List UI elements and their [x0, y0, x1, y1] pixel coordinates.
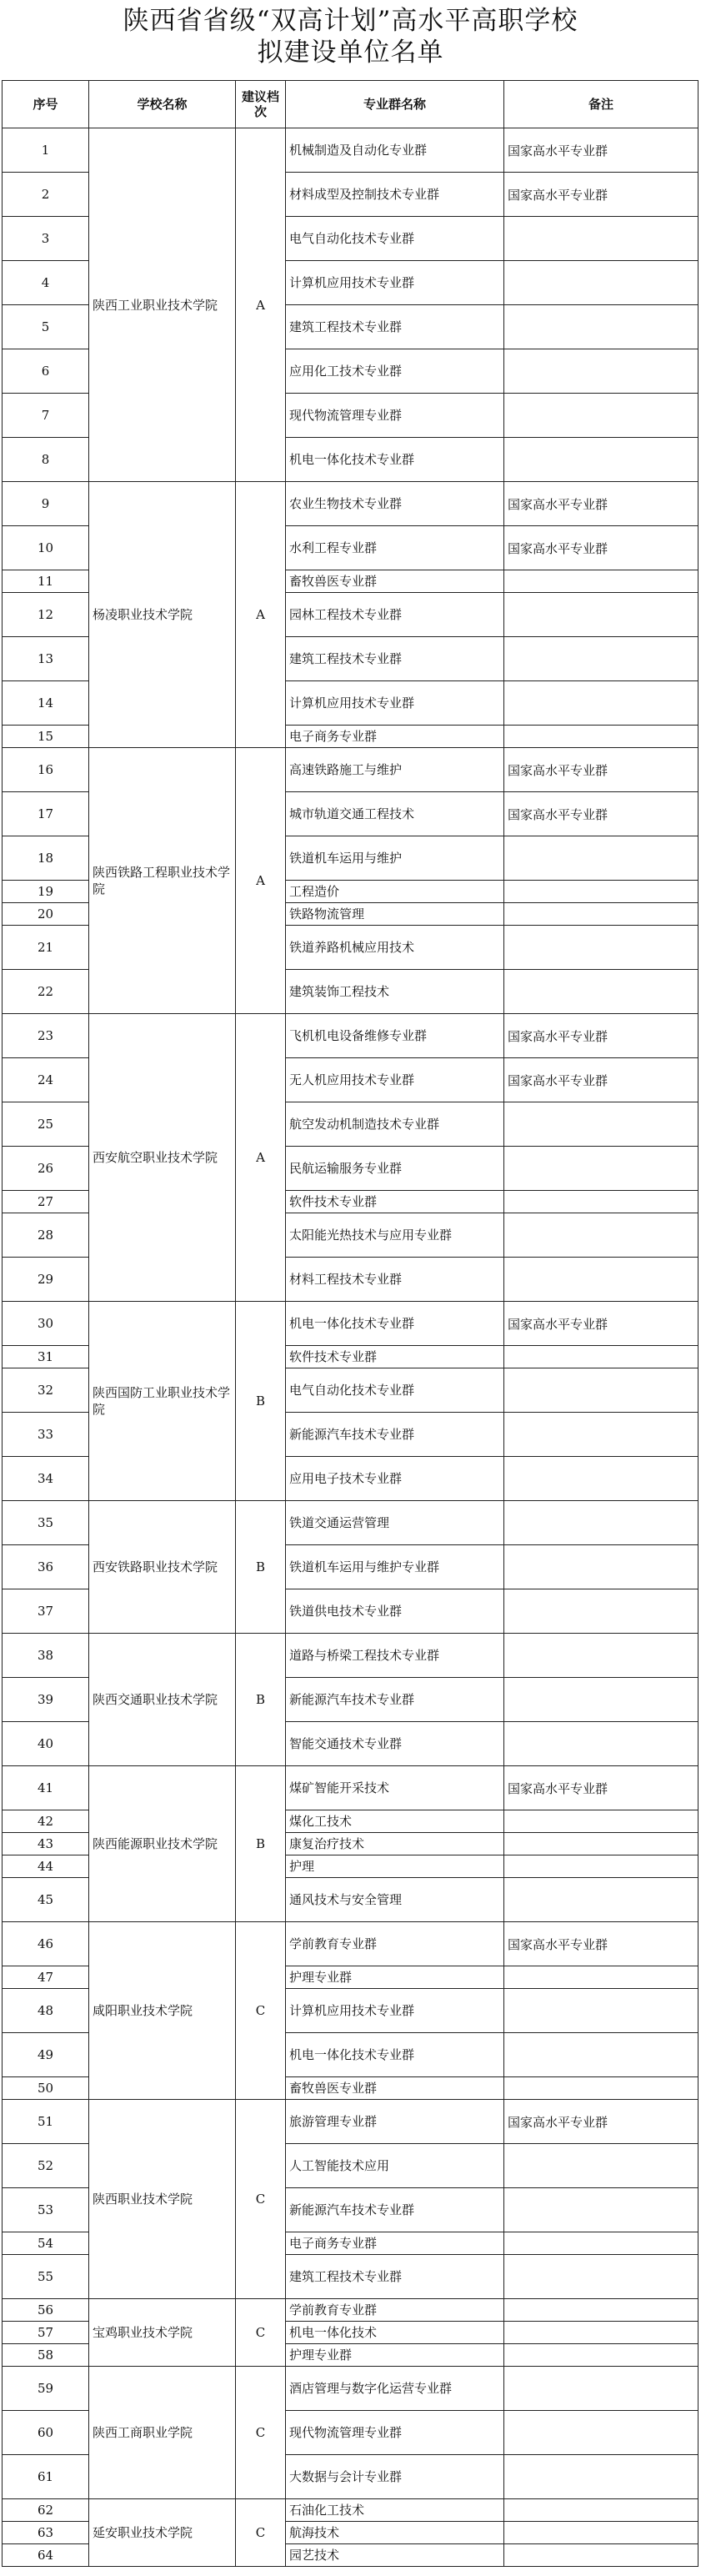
major-group-name: 石油化工技术 — [286, 2499, 504, 2522]
row-number: 58 — [3, 2344, 89, 2367]
remark-cell — [504, 1102, 698, 1147]
remark-cell: 国家高水平专业群 — [504, 128, 698, 173]
remark-cell — [504, 1589, 698, 1634]
row-number: 20 — [3, 903, 89, 926]
school-level: A — [236, 128, 286, 482]
row-number: 25 — [3, 1102, 89, 1147]
major-group-name: 煤矿智能开采技术 — [286, 1766, 504, 1810]
header-school: 学校名称 — [89, 81, 236, 128]
row-number: 4 — [3, 261, 89, 305]
row-number: 2 — [3, 173, 89, 217]
remark-cell — [504, 2499, 698, 2522]
major-group-name: 建筑工程技术专业群 — [286, 305, 504, 349]
major-group-name: 飞机机电设备维修专业群 — [286, 1014, 504, 1058]
major-group-name: 应用电子技术专业群 — [286, 1457, 504, 1501]
remark-cell — [504, 2411, 698, 2455]
major-group-name: 水利工程专业群 — [286, 526, 504, 570]
major-group-name: 材料工程技术专业群 — [286, 1258, 504, 1302]
school-level: C — [236, 1922, 286, 2100]
remark-cell — [504, 1545, 698, 1589]
major-group-name: 机电一体化技术专业群 — [286, 1302, 504, 1346]
row-number: 49 — [3, 2033, 89, 2077]
remark-cell: 国家高水平专业群 — [504, 1014, 698, 1058]
remark-cell — [504, 305, 698, 349]
major-group-name: 新能源汽车技术专业群 — [286, 2188, 504, 2232]
school-level: B — [236, 1302, 286, 1501]
major-group-name: 护理 — [286, 1855, 504, 1878]
row-number: 56 — [3, 2299, 89, 2322]
table-row — [3, 2499, 698, 2522]
school-name: 陕西工商职业学院 — [89, 2367, 236, 2499]
remark-cell — [504, 2033, 698, 2077]
school-name: 陕西交通职业技术学院 — [89, 1634, 236, 1766]
remark-cell — [504, 970, 698, 1014]
major-group-name: 电子商务专业群 — [286, 726, 504, 748]
school-name: 西安航空职业技术学院 — [89, 1014, 236, 1302]
major-group-name: 工程造价 — [286, 881, 504, 903]
row-number: 42 — [3, 1810, 89, 1833]
major-group-name: 护理专业群 — [286, 1966, 504, 1989]
major-group-name: 电气自动化技术专业群 — [286, 217, 504, 261]
row-number: 34 — [3, 1457, 89, 1501]
remark-cell: 国家高水平专业群 — [504, 482, 698, 526]
title-line-2: 拟建设单位名单 — [257, 38, 444, 68]
school-name: 陕西工业职业技术学院 — [89, 128, 236, 482]
row-number: 59 — [3, 2367, 89, 2411]
major-group-name: 大数据与会计专业群 — [286, 2455, 504, 2499]
remark-cell — [504, 2344, 698, 2367]
remark-cell — [504, 637, 698, 681]
remark-cell — [504, 349, 698, 394]
row-number: 57 — [3, 2322, 89, 2344]
table-row — [3, 1766, 698, 1810]
major-group-name: 园林工程技术专业群 — [286, 593, 504, 637]
school-name: 西安铁路职业技术学院 — [89, 1501, 236, 1634]
remark-cell — [504, 593, 698, 637]
remark-cell — [504, 1346, 698, 1368]
remark-cell — [504, 881, 698, 903]
remark-cell — [504, 1413, 698, 1457]
major-group-name: 铁道机车运用与维护 — [286, 836, 504, 881]
row-number: 3 — [3, 217, 89, 261]
remark-cell — [504, 1457, 698, 1501]
major-group-name: 道路与桥梁工程技术专业群 — [286, 1634, 504, 1678]
remark-cell — [504, 2367, 698, 2411]
table-row — [3, 1302, 698, 1346]
major-group-name: 机电一体化技术 — [286, 2322, 504, 2344]
major-group-name: 学前教育专业群 — [286, 1922, 504, 1966]
major-group-name: 学前教育专业群 — [286, 2299, 504, 2322]
row-number: 54 — [3, 2232, 89, 2255]
school-level: B — [236, 1766, 286, 1922]
row-number: 23 — [3, 1014, 89, 1058]
remark-cell — [504, 2322, 698, 2344]
row-number: 55 — [3, 2255, 89, 2299]
remark-cell — [504, 2255, 698, 2299]
table-body — [3, 128, 698, 2567]
row-number: 15 — [3, 726, 89, 748]
remark-cell: 国家高水平专业群 — [504, 792, 698, 836]
header-group: 专业群名称 — [286, 81, 504, 128]
major-group-name: 民航运输服务专业群 — [286, 1147, 504, 1191]
major-group-name: 通风技术与安全管理 — [286, 1878, 504, 1922]
row-number: 21 — [3, 926, 89, 970]
remark-cell — [504, 1989, 698, 2033]
row-number: 41 — [3, 1766, 89, 1810]
major-group-name: 软件技术专业群 — [286, 1191, 504, 1213]
major-group-name: 太阳能光热技术与应用专业群 — [286, 1213, 504, 1258]
remark-cell — [504, 1833, 698, 1855]
remark-cell — [504, 1501, 698, 1545]
document-title — [0, 5, 701, 68]
remark-cell — [504, 1634, 698, 1678]
remark-cell — [504, 217, 698, 261]
remark-cell — [504, 438, 698, 482]
row-number: 1 — [3, 128, 89, 173]
row-number: 24 — [3, 1058, 89, 1102]
major-group-name: 康复治疗技术 — [286, 1833, 504, 1855]
title-line-1: 陕西省省级“双高计划”高水平高职学校 — [123, 6, 578, 36]
row-number: 6 — [3, 349, 89, 394]
header-remark: 备注 — [504, 81, 698, 128]
remark-cell — [504, 1810, 698, 1833]
major-group-name: 软件技术专业群 — [286, 1346, 504, 1368]
major-group-name: 畜牧兽医专业群 — [286, 2077, 504, 2100]
major-group-name: 现代物流管理专业群 — [286, 394, 504, 438]
remark-cell: 国家高水平专业群 — [504, 526, 698, 570]
major-group-name: 农业生物技术专业群 — [286, 482, 504, 526]
major-group-name: 机电一体化技术专业群 — [286, 438, 504, 482]
row-number: 28 — [3, 1213, 89, 1258]
header-seq: 序号 — [3, 81, 89, 128]
remark-cell: 国家高水平专业群 — [504, 1922, 698, 1966]
row-number: 47 — [3, 1966, 89, 1989]
row-number: 36 — [3, 1545, 89, 1589]
row-number: 45 — [3, 1878, 89, 1922]
major-group-name: 畜牧兽医专业群 — [286, 570, 504, 593]
remark-cell — [504, 1966, 698, 1989]
row-number: 38 — [3, 1634, 89, 1678]
major-group-name: 建筑工程技术专业群 — [286, 637, 504, 681]
school-name: 陕西能源职业技术学院 — [89, 1766, 236, 1922]
row-number: 29 — [3, 1258, 89, 1302]
table-header-row — [3, 81, 698, 128]
remark-cell — [504, 1722, 698, 1766]
remark-cell — [504, 261, 698, 305]
major-group-name: 应用化工技术专业群 — [286, 349, 504, 394]
remark-cell: 国家高水平专业群 — [504, 1058, 698, 1102]
school-name: 宝鸡职业技术学院 — [89, 2299, 236, 2367]
row-number: 31 — [3, 1346, 89, 1368]
school-level: A — [236, 482, 286, 748]
major-group-name: 计算机应用技术专业群 — [286, 1989, 504, 2033]
remark-cell: 国家高水平专业群 — [504, 1302, 698, 1346]
school-name: 杨凌职业技术学院 — [89, 482, 236, 748]
table-row — [3, 1922, 698, 1966]
major-group-name: 城市轨道交通工程技术 — [286, 792, 504, 836]
remark-cell — [504, 2188, 698, 2232]
major-group-name: 铁道交通运营管理 — [286, 1501, 504, 1545]
row-number: 7 — [3, 394, 89, 438]
row-number: 61 — [3, 2455, 89, 2499]
remark-cell — [504, 903, 698, 926]
major-group-name: 人工智能技术应用 — [286, 2144, 504, 2188]
major-group-name: 铁路物流管理 — [286, 903, 504, 926]
remark-cell — [504, 2144, 698, 2188]
remark-cell — [504, 1191, 698, 1213]
school-level: B — [236, 1501, 286, 1634]
major-group-name: 新能源汽车技术专业群 — [286, 1413, 504, 1457]
major-group-name: 航空发动机制造技术专业群 — [286, 1102, 504, 1147]
table-row — [3, 2100, 698, 2144]
school-level: A — [236, 1014, 286, 1302]
major-group-name: 园艺技术 — [286, 2544, 504, 2567]
major-group-name: 建筑工程技术专业群 — [286, 2255, 504, 2299]
remark-cell — [504, 2299, 698, 2322]
row-number: 8 — [3, 438, 89, 482]
row-number: 17 — [3, 792, 89, 836]
row-number: 39 — [3, 1678, 89, 1722]
row-number: 35 — [3, 1501, 89, 1545]
row-number: 46 — [3, 1922, 89, 1966]
row-number: 40 — [3, 1722, 89, 1766]
row-number: 26 — [3, 1147, 89, 1191]
row-number: 60 — [3, 2411, 89, 2455]
row-number: 53 — [3, 2188, 89, 2232]
major-group-name: 铁道机车运用与维护专业群 — [286, 1545, 504, 1589]
row-number: 19 — [3, 881, 89, 903]
school-level: C — [236, 2367, 286, 2499]
row-number: 30 — [3, 1302, 89, 1346]
major-group-name: 电气自动化技术专业群 — [286, 1368, 504, 1413]
remark-cell — [504, 2455, 698, 2499]
remark-cell — [504, 1147, 698, 1191]
remark-cell — [504, 1678, 698, 1722]
row-number: 62 — [3, 2499, 89, 2522]
school-roster-table — [2, 80, 698, 2567]
table-row — [3, 1014, 698, 1058]
major-group-name: 材料成型及控制技术专业群 — [286, 173, 504, 217]
row-number: 14 — [3, 681, 89, 726]
major-group-name: 机械制造及自动化专业群 — [286, 128, 504, 173]
major-group-name: 航海技术 — [286, 2522, 504, 2544]
table-row — [3, 482, 698, 526]
remark-cell — [504, 2544, 698, 2567]
row-number: 44 — [3, 1855, 89, 1878]
school-name: 延安职业技术学院 — [89, 2499, 236, 2567]
remark-cell — [504, 836, 698, 881]
row-number: 16 — [3, 748, 89, 792]
remark-cell — [504, 394, 698, 438]
remark-cell: 国家高水平专业群 — [504, 2100, 698, 2144]
row-number: 51 — [3, 2100, 89, 2144]
remark-cell — [504, 1213, 698, 1258]
major-group-name: 煤化工技术 — [286, 1810, 504, 1833]
school-level: A — [236, 748, 286, 1014]
remark-cell — [504, 1878, 698, 1922]
school-name: 陕西国防工业职业技术学院 — [89, 1302, 236, 1501]
remark-cell — [504, 570, 698, 593]
major-group-name: 护理专业群 — [286, 2344, 504, 2367]
header-level: 建议档次 — [236, 81, 286, 128]
remark-cell: 国家高水平专业群 — [504, 748, 698, 792]
school-name: 陕西铁路工程职业技术学院 — [89, 748, 236, 1014]
school-level: C — [236, 2299, 286, 2367]
school-name: 陕西职业技术学院 — [89, 2100, 236, 2299]
table-row — [3, 1501, 698, 1545]
table-row — [3, 128, 698, 173]
major-group-name: 旅游管理专业群 — [286, 2100, 504, 2144]
table-row — [3, 2299, 698, 2322]
major-group-name: 计算机应用技术专业群 — [286, 261, 504, 305]
row-number: 11 — [3, 570, 89, 593]
row-number: 32 — [3, 1368, 89, 1413]
remark-cell — [504, 2077, 698, 2100]
row-number: 52 — [3, 2144, 89, 2188]
remark-cell — [504, 1368, 698, 1413]
row-number: 5 — [3, 305, 89, 349]
row-number: 9 — [3, 482, 89, 526]
major-group-name: 电子商务专业群 — [286, 2232, 504, 2255]
school-level: C — [236, 2100, 286, 2299]
remark-cell — [504, 2232, 698, 2255]
remark-cell — [504, 1258, 698, 1302]
row-number: 50 — [3, 2077, 89, 2100]
row-number: 33 — [3, 1413, 89, 1457]
row-number: 13 — [3, 637, 89, 681]
major-group-name: 智能交通技术专业群 — [286, 1722, 504, 1766]
table-row — [3, 1634, 698, 1678]
major-group-name: 新能源汽车技术专业群 — [286, 1678, 504, 1722]
school-level: B — [236, 1634, 286, 1766]
row-number: 64 — [3, 2544, 89, 2567]
row-number: 43 — [3, 1833, 89, 1855]
row-number: 22 — [3, 970, 89, 1014]
row-number: 37 — [3, 1589, 89, 1634]
remark-cell — [504, 926, 698, 970]
major-group-name: 铁道养路机械应用技术 — [286, 926, 504, 970]
major-group-name: 高速铁路施工与维护 — [286, 748, 504, 792]
major-group-name: 铁道供电技术专业群 — [286, 1589, 504, 1634]
row-number: 27 — [3, 1191, 89, 1213]
remark-cell — [504, 681, 698, 726]
row-number: 18 — [3, 836, 89, 881]
remark-cell — [504, 1855, 698, 1878]
remark-cell — [504, 726, 698, 748]
major-group-name: 无人机应用技术专业群 — [286, 1058, 504, 1102]
remark-cell: 国家高水平专业群 — [504, 1766, 698, 1810]
table-row — [3, 2367, 698, 2411]
row-number: 63 — [3, 2522, 89, 2544]
major-group-name: 计算机应用技术专业群 — [286, 681, 504, 726]
school-level: C — [236, 2499, 286, 2567]
major-group-name: 现代物流管理专业群 — [286, 2411, 504, 2455]
remark-cell — [504, 2522, 698, 2544]
table-row — [3, 748, 698, 792]
major-group-name: 机电一体化技术专业群 — [286, 2033, 504, 2077]
major-group-name: 酒店管理与数字化运营专业群 — [286, 2367, 504, 2411]
remark-cell: 国家高水平专业群 — [504, 173, 698, 217]
major-group-name: 建筑装饰工程技术 — [286, 970, 504, 1014]
row-number: 48 — [3, 1989, 89, 2033]
row-number: 12 — [3, 593, 89, 637]
row-number: 10 — [3, 526, 89, 570]
school-name: 咸阳职业技术学院 — [89, 1922, 236, 2100]
